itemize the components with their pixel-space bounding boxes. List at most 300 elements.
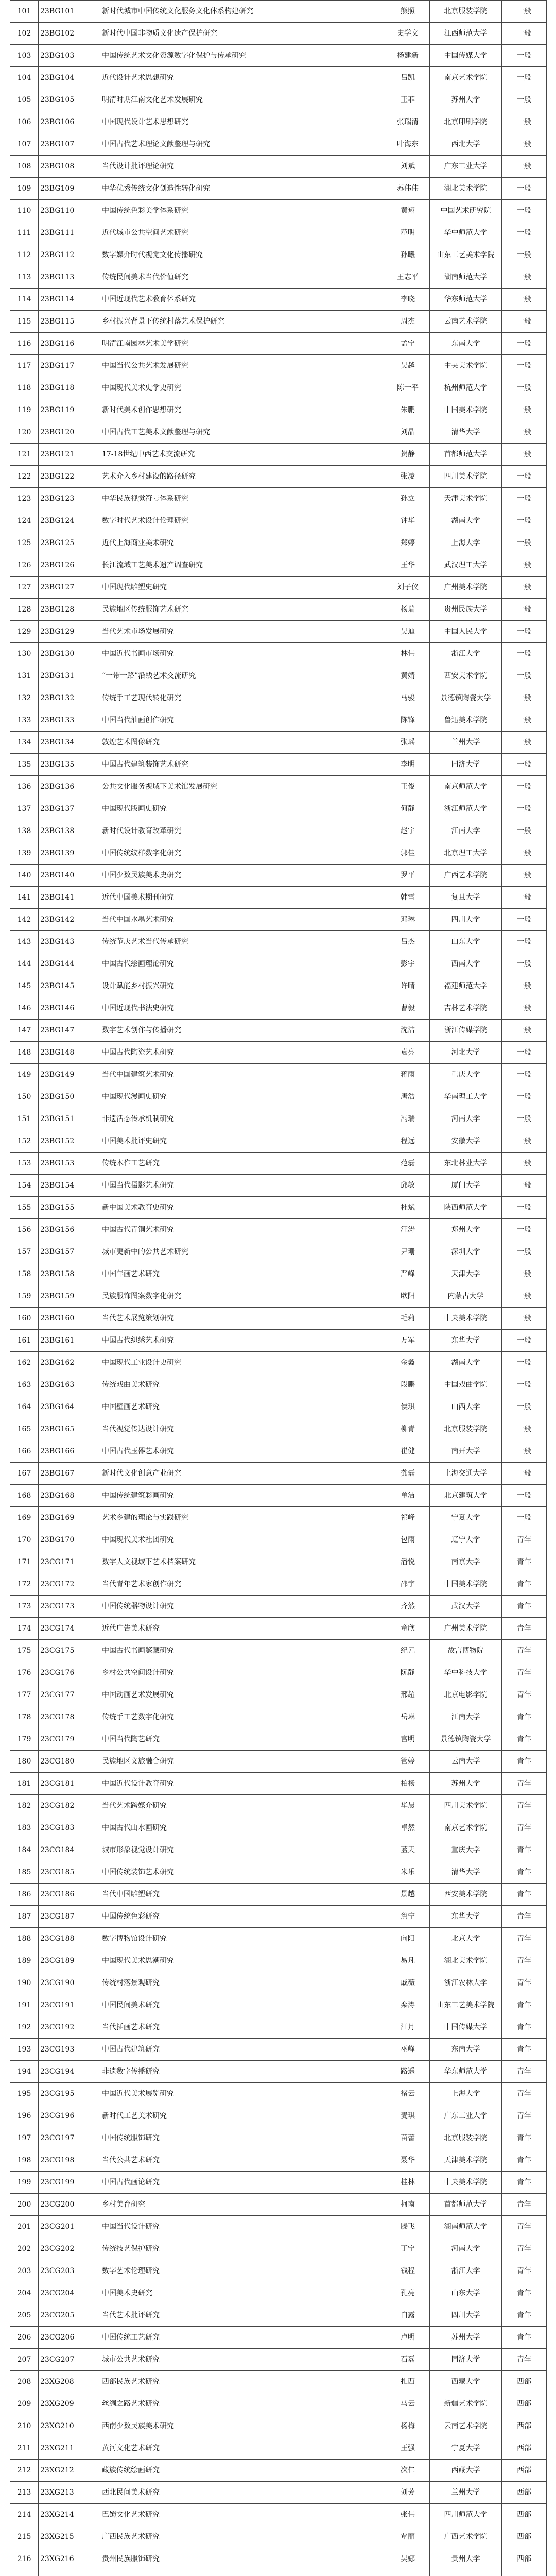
table-row bbox=[10, 532, 547, 554]
row-number: 148 bbox=[10, 1042, 39, 1064]
project-code: 23BG109 bbox=[39, 178, 100, 200]
project-title: 新中国美术教育史研究 bbox=[100, 1197, 386, 1219]
table-row bbox=[10, 1241, 547, 1263]
principal-name: 巫峰 bbox=[386, 2039, 430, 2061]
project-type: 一般 bbox=[502, 1108, 547, 1130]
project-code: 23BG167 bbox=[39, 1463, 100, 1485]
table-row bbox=[10, 1, 547, 23]
project-type: 一般 bbox=[502, 1352, 547, 1374]
row-number: 188 bbox=[10, 1928, 39, 1950]
project-title: 敦煌艺术图像研究 bbox=[100, 732, 386, 754]
project-code: 23CG182 bbox=[39, 1795, 100, 1817]
project-code: 23BG113 bbox=[39, 266, 100, 289]
project-title: 当代公共艺术研究 bbox=[100, 2149, 386, 2172]
institution: 宁夏大学 bbox=[430, 2437, 502, 2460]
project-type: 西部 bbox=[502, 2460, 547, 2482]
project-title: 中华优秀传统文化创造性转化研究 bbox=[100, 178, 386, 200]
principal-name: 麦琪 bbox=[386, 2105, 430, 2127]
project-code: 23BG138 bbox=[39, 820, 100, 842]
principal-name: 王华 bbox=[386, 554, 430, 577]
row-number: 150 bbox=[10, 1086, 39, 1108]
row-number: 186 bbox=[10, 1884, 39, 1906]
project-type: 一般 bbox=[502, 133, 547, 156]
project-code: 23CG200 bbox=[39, 2194, 100, 2216]
table-row bbox=[10, 754, 547, 776]
project-code: 23BG122 bbox=[39, 466, 100, 488]
table-row bbox=[10, 997, 547, 1020]
row-number: 139 bbox=[10, 842, 39, 865]
project-code: 23XG214 bbox=[39, 2504, 100, 2526]
institution: 浙江师范大学 bbox=[430, 798, 502, 820]
table-row bbox=[10, 2282, 547, 2304]
row-number: 117 bbox=[10, 355, 39, 377]
row-number: 130 bbox=[10, 643, 39, 665]
project-type: 一般 bbox=[502, 311, 547, 333]
table-row bbox=[10, 1507, 547, 1529]
project-code: 23CG194 bbox=[39, 2061, 100, 2083]
principal-name: 栾涛 bbox=[386, 1994, 430, 2016]
institution: 华中科技大学 bbox=[430, 1662, 502, 1684]
row-number: 199 bbox=[10, 2172, 39, 2194]
project-code: 23CG179 bbox=[39, 1728, 100, 1751]
project-title: 中国传统色彩美学体系研究 bbox=[100, 200, 386, 222]
institution: 内蒙古大学 bbox=[430, 1285, 502, 1308]
institution: 郑州大学 bbox=[430, 1219, 502, 1241]
principal-name: 景越 bbox=[386, 1884, 430, 1906]
row-number: 182 bbox=[10, 1795, 39, 1817]
project-title: 藏族传统绘画研究 bbox=[100, 2460, 386, 2482]
table-row bbox=[10, 289, 547, 311]
table-row bbox=[10, 1573, 547, 1596]
project-type: 一般 bbox=[502, 997, 547, 1020]
project-code: 23BG137 bbox=[39, 798, 100, 820]
project-code: 23CG206 bbox=[39, 2327, 100, 2349]
project-code: 23BG150 bbox=[39, 1086, 100, 1108]
row-number: 103 bbox=[10, 45, 39, 67]
project-title: 新时代美术创作思想研究 bbox=[100, 399, 386, 421]
project-code: 23BG111 bbox=[39, 222, 100, 244]
project-type: 一般 bbox=[502, 1042, 547, 1064]
project-title: 中国当代陶艺研究 bbox=[100, 1728, 386, 1751]
principal-name: 尹珊 bbox=[386, 1241, 430, 1263]
row-number: 147 bbox=[10, 1020, 39, 1042]
project-type: 一般 bbox=[502, 1020, 547, 1042]
institution: 山东工艺美术学院 bbox=[430, 1994, 502, 2016]
project-code: 23BG121 bbox=[39, 444, 100, 466]
principal-name: 万军 bbox=[386, 1330, 430, 1352]
row-number: 154 bbox=[10, 1175, 39, 1197]
principal-name: 向阳 bbox=[386, 1928, 430, 1950]
institution: 云南大学 bbox=[430, 1751, 502, 1773]
project-title: 民族地区传统服饰艺术研究 bbox=[100, 599, 386, 621]
institution: 天津美术学院 bbox=[430, 2149, 502, 2172]
row-number: 136 bbox=[10, 776, 39, 798]
institution: 景德镇陶瓷大学 bbox=[430, 687, 502, 709]
principal-name: 黄婧 bbox=[386, 665, 430, 687]
project-type: 一般 bbox=[502, 532, 547, 554]
principal-name: 蓝天 bbox=[386, 1839, 430, 1861]
project-title: 当代艺术展览策划研究 bbox=[100, 1308, 386, 1330]
project-title: 广西民族艺术研究 bbox=[100, 2526, 386, 2548]
project-type: 一般 bbox=[502, 1241, 547, 1263]
principal-name: 李晓 bbox=[386, 289, 430, 311]
table-row bbox=[10, 1153, 547, 1175]
project-type: 一般 bbox=[502, 776, 547, 798]
project-title: 中国传统服饰研究 bbox=[100, 2127, 386, 2149]
institution: 河南大学 bbox=[430, 2238, 502, 2260]
project-type: 一般 bbox=[502, 488, 547, 510]
table-row bbox=[10, 2526, 547, 2548]
row-number: 170 bbox=[10, 1529, 39, 1551]
table-row bbox=[10, 111, 547, 133]
table-row bbox=[10, 2149, 547, 2172]
project-type: 青年 bbox=[502, 1751, 547, 1773]
institution: 新疆艺术学院 bbox=[430, 2393, 502, 2415]
institution bbox=[430, 2570, 502, 2576]
project-title: 非遗活态传承机制研究 bbox=[100, 1108, 386, 1130]
principal-name: 张伟 bbox=[386, 2504, 430, 2526]
institution: 南京师范大学 bbox=[430, 776, 502, 798]
institution: 北京服装学院 bbox=[430, 2127, 502, 2149]
principal-name: 吕杰 bbox=[386, 931, 430, 953]
project-title: 近代中国美术期刊研究 bbox=[100, 887, 386, 909]
principal-name: 张瑞清 bbox=[386, 111, 430, 133]
table-row bbox=[10, 1020, 547, 1042]
project-type: 一般 bbox=[502, 887, 547, 909]
table-row bbox=[10, 1219, 547, 1241]
row-number: 208 bbox=[10, 2371, 39, 2393]
table-row bbox=[10, 709, 547, 732]
principal-name: 黄翔 bbox=[386, 200, 430, 222]
project-code: 23XG213 bbox=[39, 2482, 100, 2504]
table-row bbox=[10, 2260, 547, 2282]
table-row bbox=[10, 311, 547, 333]
project-type: 青年 bbox=[502, 2194, 547, 2216]
table-row bbox=[10, 1108, 547, 1130]
project-type: 一般 bbox=[502, 798, 547, 820]
institution: 中国传媒大学 bbox=[430, 45, 502, 67]
principal-name: 卓然 bbox=[386, 1817, 430, 1839]
principal-name: 邢超 bbox=[386, 1684, 430, 1706]
project-code: 23BG103 bbox=[39, 45, 100, 67]
principal-name: 龚磊 bbox=[386, 1463, 430, 1485]
principal-name: 侯琪 bbox=[386, 1396, 430, 1418]
table-row bbox=[10, 200, 547, 222]
project-code: 23BG162 bbox=[39, 1352, 100, 1374]
table-row bbox=[10, 2327, 547, 2349]
project-type: 青年 bbox=[502, 1773, 547, 1795]
project-type: 一般 bbox=[502, 200, 547, 222]
project-type: 青年 bbox=[502, 1928, 547, 1950]
institution: 北京服装学院 bbox=[430, 1, 502, 23]
project-code: 23BG144 bbox=[39, 953, 100, 975]
project-title: 明清时期江南文化艺术发展研究 bbox=[100, 89, 386, 111]
row-number: 157 bbox=[10, 1241, 39, 1263]
project-title: 黄河文化艺术研究 bbox=[100, 2437, 386, 2460]
project-title: 中国传统色彩研究 bbox=[100, 1906, 386, 1928]
table-row bbox=[10, 1551, 547, 1573]
principal-name: 刘子仪 bbox=[386, 577, 430, 599]
row-number: 173 bbox=[10, 1596, 39, 1618]
project-code: 23CG193 bbox=[39, 2039, 100, 2061]
project-type: 西部 bbox=[502, 2415, 547, 2437]
principal-name: 汪涛 bbox=[386, 1219, 430, 1241]
project-type: 一般 bbox=[502, 289, 547, 311]
principal-name: 米乐 bbox=[386, 1861, 430, 1884]
project-type: 一般 bbox=[502, 1374, 547, 1396]
project-code: 23BG125 bbox=[39, 532, 100, 554]
project-type: 青年 bbox=[502, 1817, 547, 1839]
table-row bbox=[10, 67, 547, 89]
table-row bbox=[10, 133, 547, 156]
table-row bbox=[10, 599, 547, 621]
table-row bbox=[10, 798, 547, 820]
principal-name: 孙曦 bbox=[386, 244, 430, 266]
project-title: 巴蜀文化艺术研究 bbox=[100, 2504, 386, 2526]
row-number: 192 bbox=[10, 2016, 39, 2039]
project-code: 23CG187 bbox=[39, 1906, 100, 1928]
project-code: 23CG197 bbox=[39, 2127, 100, 2149]
table-row bbox=[10, 488, 547, 510]
table-row bbox=[10, 2194, 547, 2216]
project-code: 23BG108 bbox=[39, 156, 100, 178]
row-number: 203 bbox=[10, 2260, 39, 2282]
project-type: 青年 bbox=[502, 2216, 547, 2238]
project-code: 23BG110 bbox=[39, 200, 100, 222]
project-code: 23BG114 bbox=[39, 289, 100, 311]
institution: 中国戏曲学院 bbox=[430, 1374, 502, 1396]
project-code: 23BG147 bbox=[39, 1020, 100, 1042]
row-number: 176 bbox=[10, 1662, 39, 1684]
project-code: 23CG178 bbox=[39, 1706, 100, 1728]
project-title bbox=[100, 2570, 386, 2576]
institution: 浙江农林大学 bbox=[430, 1972, 502, 1994]
project-type: 一般 bbox=[502, 1330, 547, 1352]
row-number: 121 bbox=[10, 444, 39, 466]
institution: 兰州大学 bbox=[430, 732, 502, 754]
project-title: 中国传统器物设计研究 bbox=[100, 1596, 386, 1618]
project-title: 数字时代艺术设计伦理研究 bbox=[100, 510, 386, 532]
project-code: 23BG153 bbox=[39, 1153, 100, 1175]
institution: 武汉大学 bbox=[430, 1596, 502, 1618]
institution: 东华大学 bbox=[430, 1906, 502, 1928]
project-code: 23BG134 bbox=[39, 732, 100, 754]
institution: 东南大学 bbox=[430, 333, 502, 355]
project-title: 设计赋能乡村振兴研究 bbox=[100, 975, 386, 997]
project-type: 一般 bbox=[502, 466, 547, 488]
principal-name: 孙立 bbox=[386, 488, 430, 510]
institution: 西藏大学 bbox=[430, 2460, 502, 2482]
project-title: 贵州民族服饰研究 bbox=[100, 2548, 386, 2570]
institution: 复旦大学 bbox=[430, 887, 502, 909]
project-code: 23BG141 bbox=[39, 887, 100, 909]
principal-name: 刘芳 bbox=[386, 2482, 430, 2504]
row-number: 129 bbox=[10, 621, 39, 643]
project-type: 一般 bbox=[502, 510, 547, 532]
row-number: 143 bbox=[10, 931, 39, 953]
principal-name: 杨瑞 bbox=[386, 599, 430, 621]
institution: 贵州民族大学 bbox=[430, 599, 502, 621]
project-type: 一般 bbox=[502, 156, 547, 178]
table-row bbox=[10, 842, 547, 865]
project-type: 青年 bbox=[502, 1573, 547, 1596]
project-code: 23BG128 bbox=[39, 599, 100, 621]
project-title: 中国传统建筑彩画研究 bbox=[100, 1485, 386, 1507]
row-number: 181 bbox=[10, 1773, 39, 1795]
project-title: 中国现代美术思潮研究 bbox=[100, 1950, 386, 1972]
project-code: 23BG132 bbox=[39, 687, 100, 709]
project-title: 传统手工艺现代转化研究 bbox=[100, 687, 386, 709]
institution: 同济大学 bbox=[430, 2349, 502, 2371]
table-row bbox=[10, 577, 547, 599]
project-code: 23XG209 bbox=[39, 2393, 100, 2415]
table-row bbox=[10, 1817, 547, 1839]
principal-name: 张凌 bbox=[386, 466, 430, 488]
project-type: 西部 bbox=[502, 2371, 547, 2393]
project-type: 一般 bbox=[502, 1086, 547, 1108]
project-title: 近代设计艺术思想研究 bbox=[100, 67, 386, 89]
principal-name: 吴娜 bbox=[386, 2548, 430, 2570]
row-number: 124 bbox=[10, 510, 39, 532]
row-number: 210 bbox=[10, 2415, 39, 2437]
table-row bbox=[10, 1463, 547, 1485]
principal-name: 聂华 bbox=[386, 2149, 430, 2172]
project-type: 青年 bbox=[502, 2105, 547, 2127]
institution: 湖南师范大学 bbox=[430, 2216, 502, 2238]
institution: 北京建筑大学 bbox=[430, 1485, 502, 1507]
table-row bbox=[10, 2437, 547, 2460]
project-code: 23BG163 bbox=[39, 1374, 100, 1396]
project-code: 23BG130 bbox=[39, 643, 100, 665]
institution: 河南大学 bbox=[430, 1108, 502, 1130]
principal-name: 邱敏 bbox=[386, 1175, 430, 1197]
table-row bbox=[10, 2083, 547, 2105]
institution: 陕西师范大学 bbox=[430, 1197, 502, 1219]
row-number: 113 bbox=[10, 266, 39, 289]
project-type: 青年 bbox=[502, 1906, 547, 1928]
project-title: 传统木作工艺研究 bbox=[100, 1153, 386, 1175]
institution: 福建师范大学 bbox=[430, 975, 502, 997]
project-title: 中国传统装饰艺术研究 bbox=[100, 1861, 386, 1884]
row-number: 115 bbox=[10, 311, 39, 333]
project-code: 23BG154 bbox=[39, 1175, 100, 1197]
project-code: 23BG133 bbox=[39, 709, 100, 732]
project-code: 23CG195 bbox=[39, 2083, 100, 2105]
principal-name: 史学文 bbox=[386, 23, 430, 45]
table-row bbox=[10, 2548, 547, 2570]
project-code: 23BG155 bbox=[39, 1197, 100, 1219]
table-row bbox=[10, 222, 547, 244]
table-row bbox=[10, 1596, 547, 1618]
project-title: 数字人文视域下艺术档案研究 bbox=[100, 1551, 386, 1573]
principal-name: 周杰 bbox=[386, 311, 430, 333]
institution: 苏州大学 bbox=[430, 1773, 502, 1795]
row-number: 167 bbox=[10, 1463, 39, 1485]
principal-name: 郑婷 bbox=[386, 532, 430, 554]
project-code: 23BG146 bbox=[39, 997, 100, 1020]
institution: 北京大学 bbox=[430, 1928, 502, 1950]
table-row bbox=[10, 554, 547, 577]
principal-name bbox=[386, 2570, 430, 2576]
institution: 云南艺术学院 bbox=[430, 311, 502, 333]
project-title: 数字艺术伦理研究 bbox=[100, 2260, 386, 2282]
principal-name: 杜斌 bbox=[386, 1197, 430, 1219]
row-number: 151 bbox=[10, 1108, 39, 1130]
project-title: 非遗数字传播研究 bbox=[100, 2061, 386, 2083]
project-code: 23CG202 bbox=[39, 2238, 100, 2260]
principal-name: 熊照 bbox=[386, 1, 430, 23]
row-number: 205 bbox=[10, 2304, 39, 2327]
institution: 山东大学 bbox=[430, 931, 502, 953]
project-code: 23CG181 bbox=[39, 1773, 100, 1795]
institution: 浙江大学 bbox=[430, 643, 502, 665]
project-type: 一般 bbox=[502, 111, 547, 133]
table-row bbox=[10, 1994, 547, 2016]
project-code: 23XG211 bbox=[39, 2437, 100, 2460]
project-code: 23CG180 bbox=[39, 1751, 100, 1773]
project-type: 青年 bbox=[502, 1529, 547, 1551]
project-type: 一般 bbox=[502, 333, 547, 355]
table-row bbox=[10, 2371, 547, 2393]
principal-name: 袁亮 bbox=[386, 1042, 430, 1064]
institution: 华东师范大学 bbox=[430, 2061, 502, 2083]
project-type: 一般 bbox=[502, 820, 547, 842]
principal-name: 郭佳 bbox=[386, 842, 430, 865]
project-code: 23XG208 bbox=[39, 2371, 100, 2393]
project-type: 西部 bbox=[502, 2504, 547, 2526]
principal-name: 范明 bbox=[386, 222, 430, 244]
project-title: 新时代文化创意产业研究 bbox=[100, 1463, 386, 1485]
principal-name: 赵宇 bbox=[386, 820, 430, 842]
institution: 重庆大学 bbox=[430, 1839, 502, 1861]
project-code: 23CG177 bbox=[39, 1684, 100, 1706]
project-title: 近代上海商业美术研究 bbox=[100, 532, 386, 554]
project-type: 青年 bbox=[502, 2149, 547, 2172]
row-number: 177 bbox=[10, 1684, 39, 1706]
principal-name: 严峰 bbox=[386, 1263, 430, 1285]
project-title: 民族地区文旅融合研究 bbox=[100, 1751, 386, 1773]
project-type: 青年 bbox=[502, 1861, 547, 1884]
project-type: 青年 bbox=[502, 1795, 547, 1817]
row-number: 140 bbox=[10, 865, 39, 887]
institution: 云南艺术学院 bbox=[430, 2415, 502, 2437]
table-row bbox=[10, 1618, 547, 1640]
project-code: 23XG210 bbox=[39, 2415, 100, 2437]
project-title: 中国古代山水画研究 bbox=[100, 1817, 386, 1839]
project-type: 一般 bbox=[502, 1064, 547, 1086]
row-number: 145 bbox=[10, 975, 39, 997]
project-title: 丝绸之路艺术研究 bbox=[100, 2393, 386, 2415]
table-row bbox=[10, 1485, 547, 1507]
project-type: 西部 bbox=[502, 2437, 547, 2460]
institution: 厦门大学 bbox=[430, 1175, 502, 1197]
project-title: 当代艺术市场发展研究 bbox=[100, 621, 386, 643]
principal-name: 丁宁 bbox=[386, 2238, 430, 2260]
table-row bbox=[10, 1418, 547, 1440]
institution: 浙江传媒学院 bbox=[430, 1020, 502, 1042]
project-type: 一般 bbox=[502, 953, 547, 975]
row-number: 102 bbox=[10, 23, 39, 45]
project-code: 23BG119 bbox=[39, 399, 100, 421]
project-type: 一般 bbox=[502, 643, 547, 665]
project-title: 传统戏曲美术研究 bbox=[100, 1374, 386, 1396]
row-number: 144 bbox=[10, 953, 39, 975]
institution: 中央美术学院 bbox=[430, 355, 502, 377]
table-row bbox=[10, 1906, 547, 1928]
principal-name: 崔健 bbox=[386, 1440, 430, 1463]
project-code: 23BG127 bbox=[39, 577, 100, 599]
project-title: 中国美术史研究 bbox=[100, 2282, 386, 2304]
